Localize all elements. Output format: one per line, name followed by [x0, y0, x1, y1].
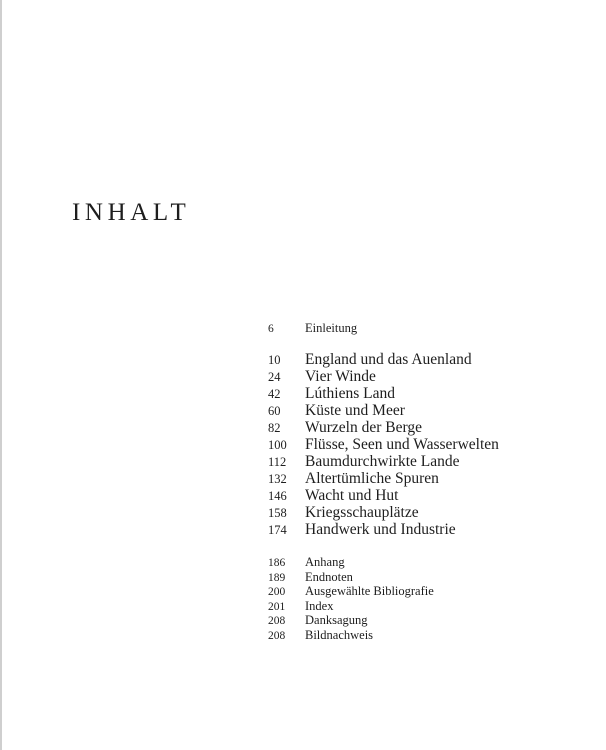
- toc-entry-label: Lúthiens Land: [305, 385, 395, 402]
- toc-page-number: 132: [268, 472, 287, 486]
- toc-page-number: 42: [268, 387, 281, 401]
- toc-entry-appendix[interactable]: [268, 555, 345, 570]
- toc-page-number: 208: [268, 615, 286, 627]
- toc-page-number: 208: [268, 629, 286, 642]
- toc-entry-label: Einleitung: [305, 321, 358, 335]
- toc-entry-chapter[interactable]: [268, 385, 395, 403]
- toc-entry-appendix[interactable]: [268, 613, 368, 628]
- toc-page-number: 189: [268, 571, 286, 584]
- toc-entry-label: Küste und Meer: [305, 402, 405, 419]
- toc-page-number: 82: [268, 421, 281, 435]
- toc-entry-appendix[interactable]: [268, 628, 373, 643]
- toc-page-number: 24: [268, 370, 281, 384]
- toc-entry-label: Baumdurchwirkte Lande: [305, 453, 460, 470]
- toc-page-number: 158: [268, 506, 287, 520]
- toc-entry-label: Bildnachweis: [305, 627, 374, 642]
- toc-entry-introduction[interactable]: [268, 321, 357, 336]
- toc-entry-appendix[interactable]: [268, 584, 434, 599]
- toc-entry-label: Altertümliche Spuren: [305, 470, 439, 487]
- toc-entry-label: Handwerk und Industrie: [305, 521, 456, 538]
- toc-entry-chapter[interactable]: [268, 419, 422, 437]
- toc-entry-chapter[interactable]: [268, 436, 499, 454]
- toc-page-number: 100: [268, 438, 287, 452]
- toc-entry-label: Wacht und Hut: [305, 487, 399, 504]
- toc-entry-chapter[interactable]: [268, 351, 472, 369]
- toc-page-number: 174: [268, 523, 287, 537]
- toc-entry-appendix[interactable]: [268, 599, 333, 614]
- toc-entry-chapter[interactable]: [268, 453, 460, 471]
- toc-entry-label: Ausgewählte Bibliografie: [305, 584, 434, 598]
- toc-entry-label: Endnoten: [305, 569, 353, 584]
- toc-entry-chapter[interactable]: [268, 504, 419, 522]
- toc-entry-label: Danksagung: [305, 613, 368, 627]
- toc-entry-label: Index: [305, 598, 334, 613]
- toc-page-number: 200: [268, 586, 286, 598]
- toc-page-number: 146: [268, 489, 287, 503]
- page-edge-rule: [0, 0, 2, 750]
- toc-page-number: 10: [268, 353, 281, 367]
- toc-page-number: 201: [268, 600, 286, 613]
- toc-entry-label: Anhang: [305, 555, 345, 569]
- toc-entry-label: Wurzeln der Berge: [305, 419, 423, 436]
- toc-page-number: 186: [268, 557, 286, 569]
- toc-page-number: 6: [268, 323, 274, 335]
- toc-entry-chapter[interactable]: [268, 368, 376, 386]
- toc-page-number: 112: [268, 455, 287, 469]
- toc-entry-label: Kriegsschauplätze: [305, 504, 419, 521]
- page-title: INHALT: [72, 199, 191, 226]
- toc-entry-label: England und das Auenland: [305, 351, 472, 368]
- toc-entry-chapter[interactable]: [268, 521, 456, 539]
- toc-entry-label: Vier Winde: [305, 368, 376, 385]
- toc-entry-label: Flüsse, Seen und Wasserwelten: [305, 436, 499, 453]
- toc-page-number: 60: [268, 404, 281, 418]
- toc-entry-chapter[interactable]: [268, 487, 398, 505]
- toc-entry-chapter[interactable]: [268, 470, 439, 488]
- toc-entry-chapter[interactable]: [268, 402, 405, 420]
- toc-entry-appendix[interactable]: [268, 570, 353, 585]
